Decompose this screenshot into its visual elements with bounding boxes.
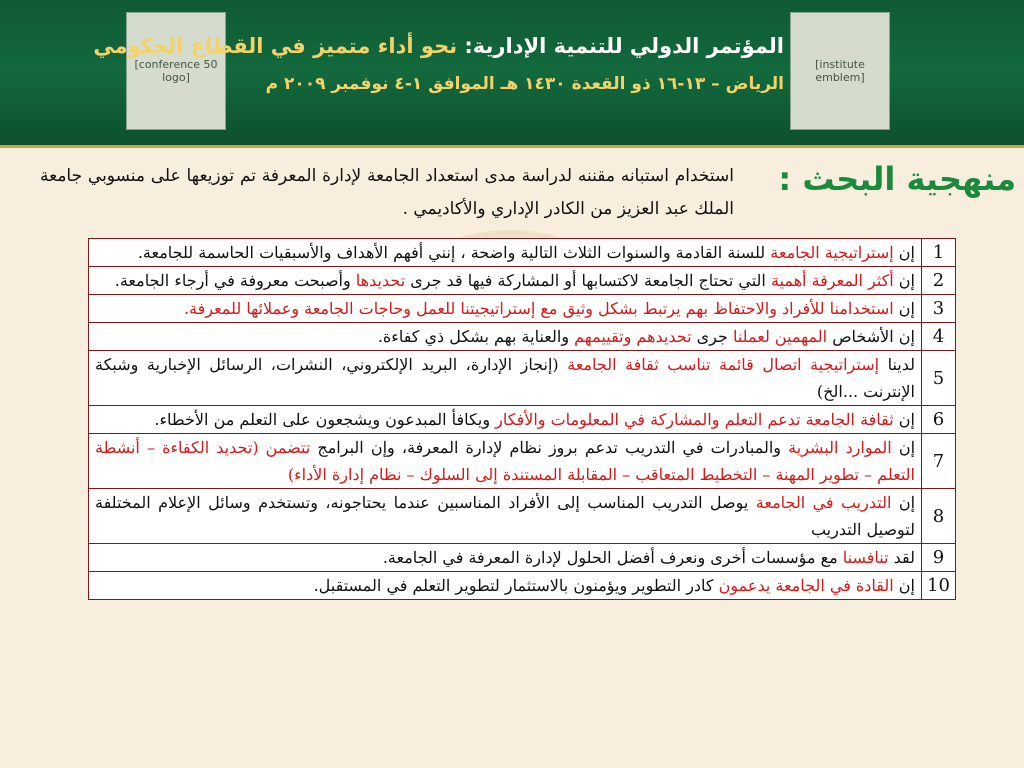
table-row [89,572,956,600]
row-number: 4 [922,323,956,351]
row-statement [89,323,922,351]
row-number: 10 [922,572,956,600]
highlighted-phrase: استخدامنا للأفراد والاحتفاظ بهم يرتبط بشكل وثيق مع إستراتيجيتنا للعمل وحاجات الجامعة وعملائها للمعرفة. [183,299,894,318]
row-statement [89,572,922,600]
conference-banner [0,0,1024,148]
row-number: 1 [922,239,956,267]
row-statement [89,267,922,295]
row-number: 2 [922,267,956,295]
row-statement [89,351,922,406]
right-logo: [institute emblem] [790,12,890,130]
highlighted-phrase: القادة في الجامعة يدعمون [718,576,894,595]
page-title: منهجية البحث : [778,160,1016,198]
highlighted-phrase: الموارد البشرية [788,438,892,457]
statements-table [88,238,956,600]
row-number: 8 [922,489,956,544]
statement-text: وأصبحت معروفة في أرجاء الجامعة. [114,271,356,290]
highlighted-phrase: إستراتيجية اتصال قائمة تناسب ثقافة الجامعة [567,355,880,374]
banner-title-main: المؤتمر الدولي للتنمية الإدارية: [464,34,784,58]
statement-text: إن [893,243,915,262]
table-row [89,434,956,489]
highlighted-phrase: أكثر المعرفة أهمية [770,271,894,290]
row-number: 5 [922,351,956,406]
row-statement [89,489,922,544]
statement-text: التي تحتاج الجامعة لاكتسابها أو المشاركة فيها قد جرى [405,271,771,290]
banner-date-line: الرياض – ١٣-١٦ ذو القعدة ١٤٣٠ هـ الموافق ١-٤ نوفمبر ٢٠٠٩ م [265,74,784,94]
table-row [89,295,956,323]
statement-text: (إنجاز الإدارة، البريد الإلكتروني، النشرات، الرسائل الإخبارية وشبكة الإنترنت ...الخ) [95,355,915,401]
statement-text: إن الأشخاص [827,327,915,346]
table-row [89,239,956,267]
row-statement [89,544,922,572]
table-row [89,351,956,406]
left-logo: [conference 50 logo] [126,12,226,130]
row-statement [89,434,922,489]
row-number: 9 [922,544,956,572]
table-row [89,544,956,572]
row-statement [89,406,922,434]
highlighted-phrase: تحديدهم وتقييمهم [574,327,692,346]
statement-text: إن [893,410,915,429]
highlighted-phrase: المهمين لعملنا [732,327,828,346]
statement-text: إن [891,438,916,457]
row-number: 3 [922,295,956,323]
highlighted-phrase: تنافسنا [842,548,889,567]
banner-title [93,34,784,58]
statement-text: والمبادرات في التدريب تدعم بروز نظام لإدارة المعرفة، وإن البرامج [310,438,789,457]
banner-title-sub: نحو أداء متميز في القطاع الحكومي [93,34,458,58]
statement-text: لقد [888,548,915,567]
statement-text: يوصل التدريب المناسب إلى الأفراد المناسبين عندما يحتاجونه، وتستخدم وسائل الإعلام المختلفة لتوصيل التدريب [95,493,915,539]
statement-text: كادر التطوير ويؤمنون بالاستثمار لتطوير التعلم في المستقبل. [313,576,719,595]
statement-text: إن [893,271,915,290]
highlighted-phrase: تتضمن (تحديد الكفاءة – أنشطة التعلم – تطوير المهنة – التخطيط المتعاقب – المقابلة المستندة إلى السلوك – نظام إدارة الأداء) [95,438,915,484]
statement-text: إن [893,299,915,318]
statement-text: للسنة القادمة والسنوات الثلاث التالية واضحة ، إنني أفهم الأهداف والأسبقيات الحاسمة للجامعة. [137,243,771,262]
table-row [89,406,956,434]
row-number: 7 [922,434,956,489]
table-row [89,267,956,295]
statement-text: ويكافأ المبدعون ويشجعون على التعلم من الأخطاء. [154,410,496,429]
statement-text: والعناية بهم بشكل ذي كفاءة. [377,327,575,346]
statement-text: جرى [691,327,733,346]
intro-paragraph: استخدام استبانه مقننه لدراسة مدى استعداد الجامعة لإدارة المعرفة تم توزيعها على منسوبي جامعة الملك عبد العزيز من الكادر الإداري والأكاديمي . [40,166,734,219]
statement-text: مع مؤسسات أخرى ونعرف أفضل الحلول لإدارة المعرفة في الجامعة. [382,548,843,567]
highlighted-phrase: ثقافة الجامعة تدعم التعلم والمشاركة في المعلومات والأفكار [495,410,894,429]
table-row [89,489,956,544]
statements-table-body [89,239,956,600]
row-statement [89,239,922,267]
statement-text: إن [893,576,915,595]
highlighted-phrase: تحديدها [355,271,406,290]
highlighted-phrase: إستراتيجية الجامعة [770,243,894,262]
statement-text: إن [891,493,916,512]
highlighted-phrase: التدريب في الجامعة [755,493,892,512]
row-statement [89,295,922,323]
table-row [89,323,956,351]
row-number: 6 [922,406,956,434]
statement-text: لدينا [879,355,916,374]
